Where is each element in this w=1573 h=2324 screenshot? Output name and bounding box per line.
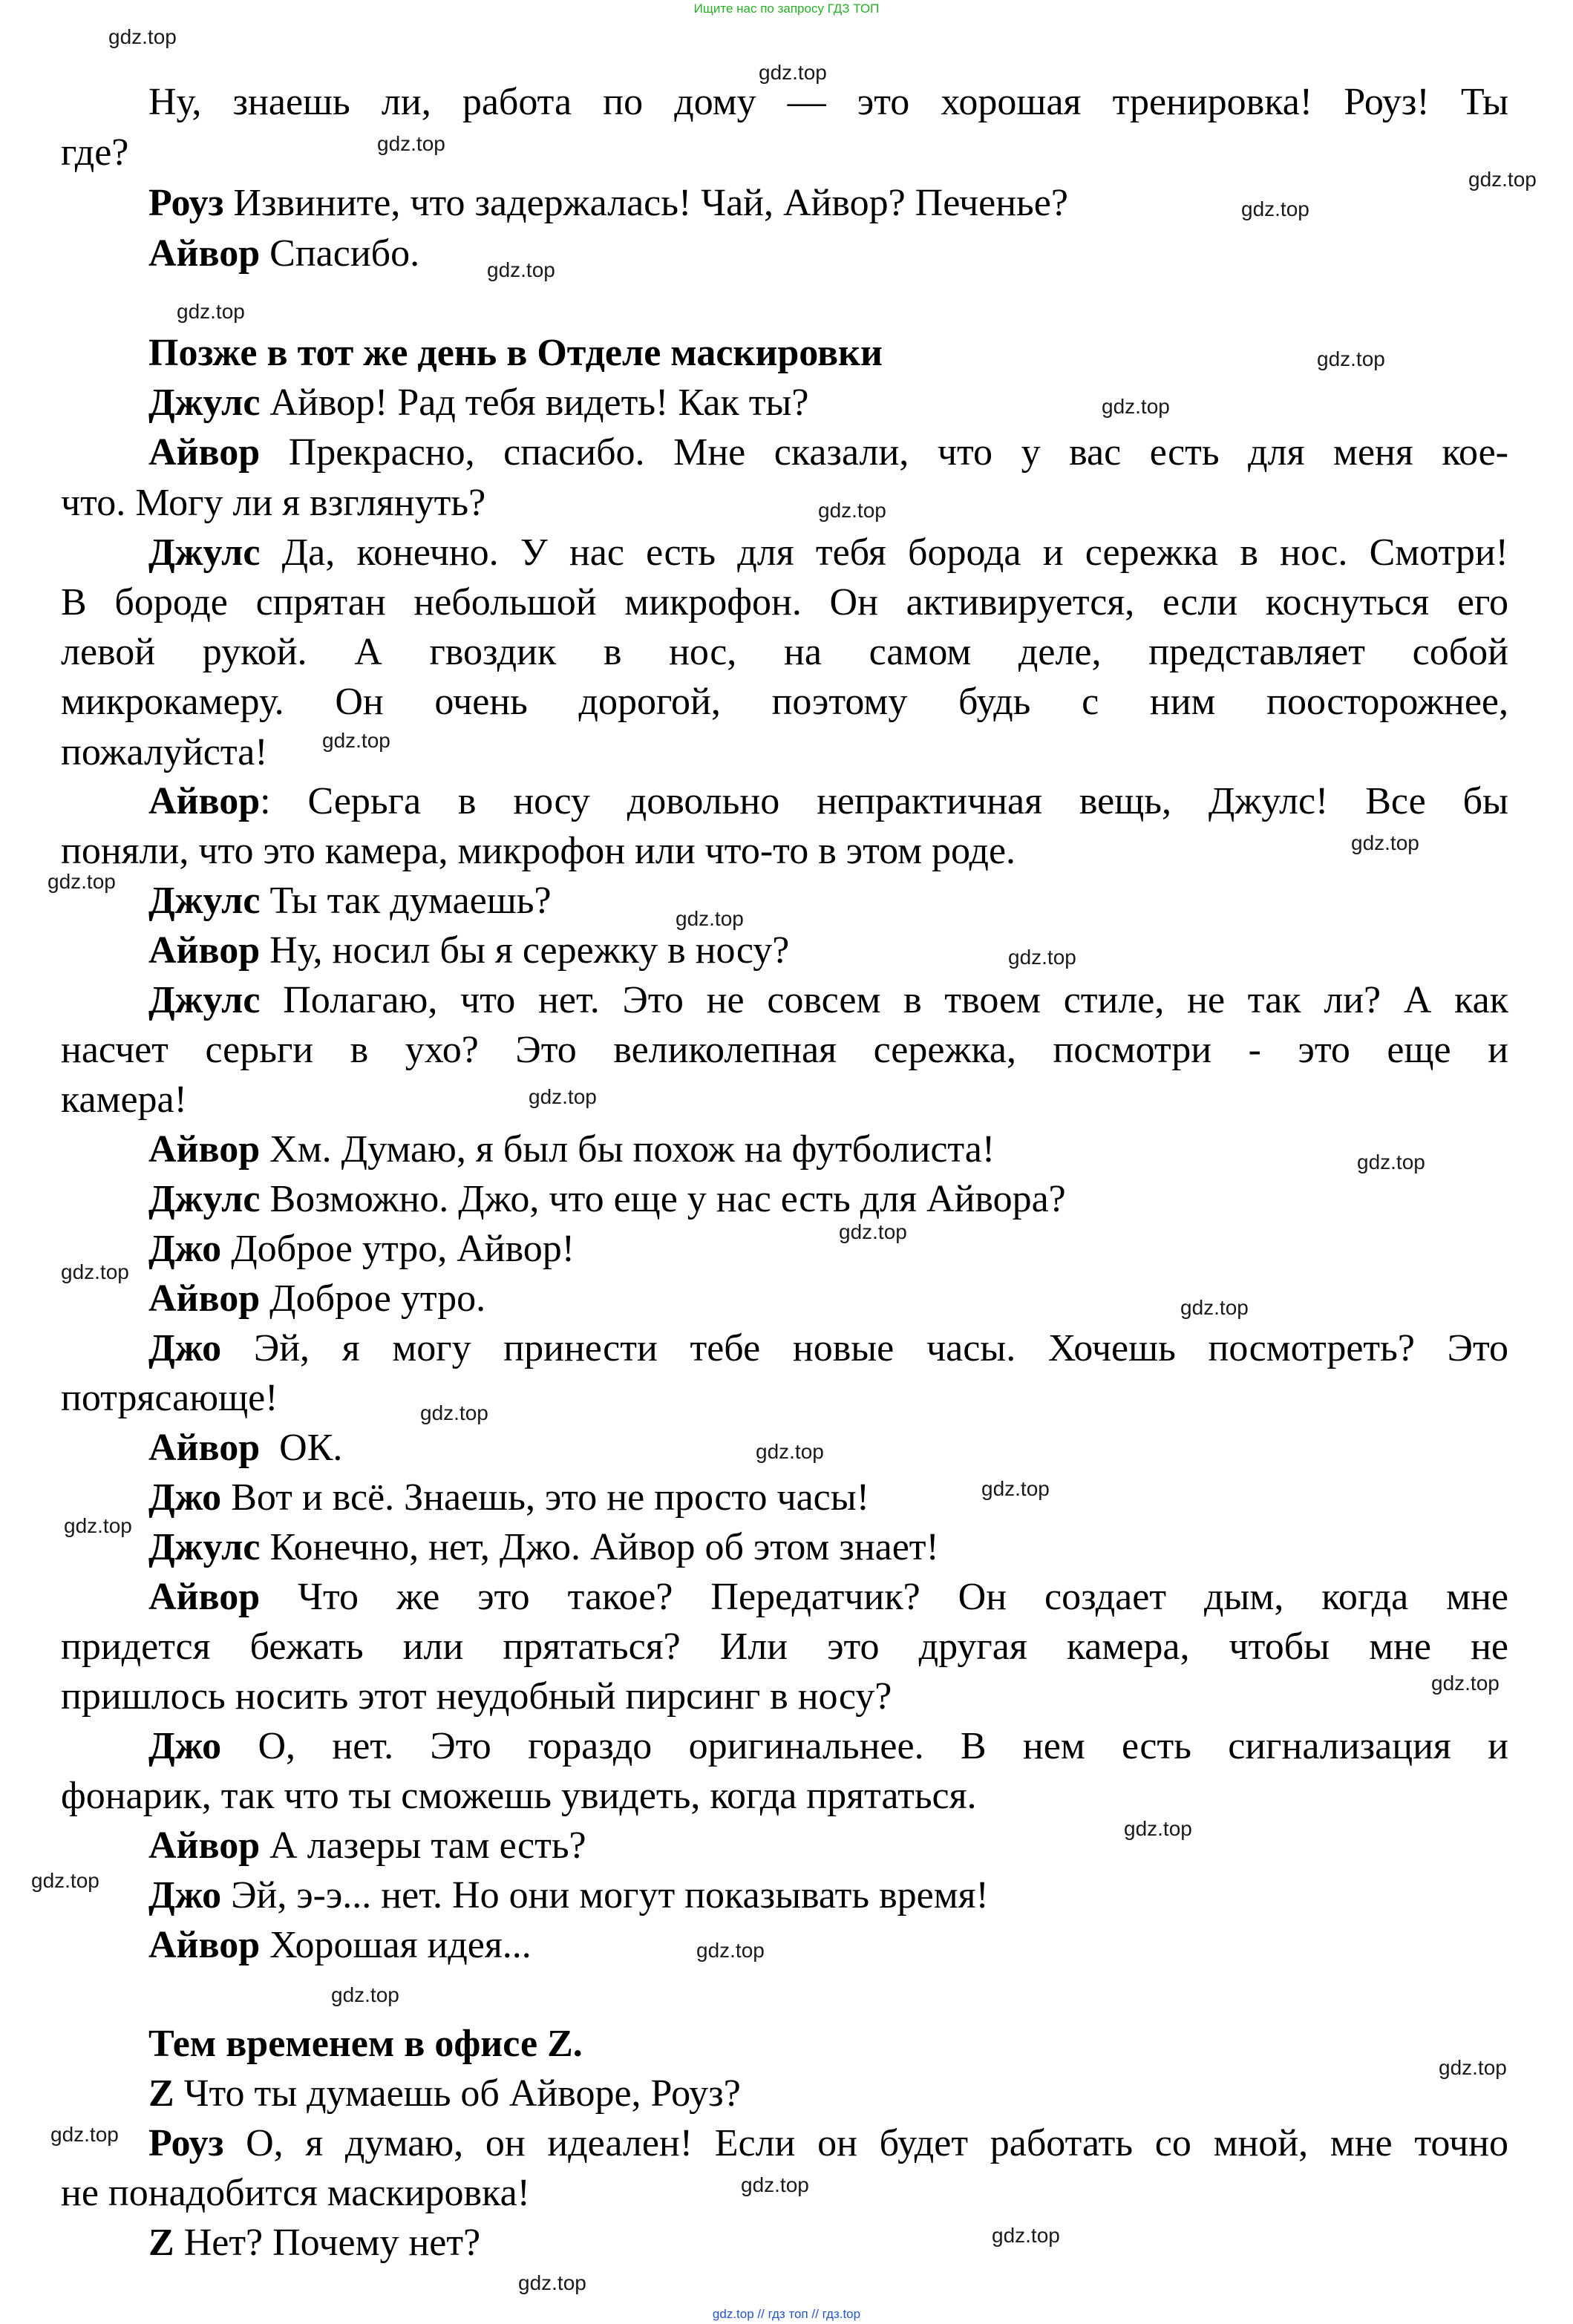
- watermark-text: gdz.top: [487, 258, 555, 281]
- scene-heading: Позже в тот же день в Отделе маскировки: [148, 332, 883, 374]
- speaker-name: Айвор: [148, 1277, 261, 1320]
- dialogue-line: Z Нет? Почему нет?: [148, 2222, 481, 2264]
- dialogue-line: Джо О, нет. Это гораздо оригинальнее. В нем есть сигнализация и: [148, 1725, 1508, 1767]
- watermark-text: gdz.top: [61, 1260, 129, 1283]
- dialogue-line: поняли, что это камера, микрофон или что-то в этом роде.: [61, 830, 1016, 872]
- speaker-name: Джулс: [148, 1526, 261, 1568]
- speaker-name: Айвор: [148, 431, 261, 474]
- dialogue-line: пожалуйста!: [61, 731, 268, 773]
- dialogue-line: придется бежать или прятаться? Или это другая камера, чтобы мне не: [61, 1626, 1508, 1668]
- speaker-name: Джо: [148, 1874, 222, 1917]
- watermark-text: gdz.top: [322, 729, 390, 752]
- watermark-text: gdz.top: [1008, 946, 1076, 969]
- dialogue-line: Джо Эй, я могу принести тебе новые часы. Хочешь посмотреть? Это: [148, 1327, 1508, 1369]
- dialogue-line: Айвор Спасибо.: [148, 232, 420, 275]
- speaker-name: Джулс: [148, 1178, 261, 1220]
- dialogue-line: Z Что ты думаешь об Айворе, Роуз?: [148, 2072, 741, 2115]
- dialogue-line: где?: [61, 131, 129, 174]
- speaker-name: Джо: [148, 1725, 222, 1767]
- footer-links[interactable]: gdz.top // гдз топ // гдз.top: [712, 2307, 861, 2321]
- dialogue-line: Джулс Да, конечно. У нас есть для тебя борода и сережка в нос. Смотри!: [148, 531, 1508, 574]
- speaker-name: Джо: [148, 1228, 222, 1270]
- watermark-text: gdz.top: [50, 2123, 119, 2146]
- dialogue-line: Айвор Что же это такое? Передатчик? Он создает дым, когда мне: [148, 1576, 1508, 1618]
- dialogue-line: Джо Вот и всё. Знаешь, это не просто часы!: [148, 1476, 870, 1519]
- watermark-text: gdz.top: [177, 300, 245, 323]
- speaker-name: Роуз: [148, 182, 224, 224]
- watermark-text: gdz.top: [377, 132, 445, 155]
- speaker-name: Джулс: [148, 531, 261, 574]
- dialogue-line: Роуз О, я думаю, он идеален! Если он будет работать со мной, мне точно: [148, 2122, 1508, 2164]
- watermark-text: gdz.top: [518, 2271, 586, 2294]
- speaker-name: Z: [148, 2222, 174, 2264]
- watermark-text: gdz.top: [676, 907, 744, 930]
- dialogue-line: Джулс Айвор! Рад тебя видеть! Как ты?: [148, 382, 809, 424]
- watermark-text: gdz.top: [331, 1983, 399, 2006]
- watermark-text: gdz.top: [48, 870, 116, 893]
- dialogue-line: левой рукой. А гвоздик в нос, на самом деле, представляет собой: [61, 631, 1508, 673]
- dialogue-line: микрокамеру. Он очень дорогой, поэтому будь с ним поосторожнее,: [61, 681, 1508, 723]
- search-promo-banner: Ищите нас по запросу ГДЗ ТОП: [693, 1, 880, 16]
- dialogue-line: В бороде спрятан небольшой микрофон. Он активируется, если коснуться его: [61, 581, 1508, 623]
- dialogue-line: Джо Доброе утро, Айвор!: [148, 1228, 575, 1270]
- dialogue-line: не понадобится маскировка!: [61, 2172, 530, 2214]
- watermark-text: gdz.top: [1102, 395, 1170, 418]
- watermark-text: gdz.top: [992, 2224, 1060, 2247]
- watermark-text: gdz.top: [1468, 168, 1537, 191]
- speaker-name: Роуз: [148, 2122, 224, 2164]
- speaker-name: Z: [148, 2072, 174, 2115]
- speaker-name: Айвор: [148, 1824, 261, 1867]
- watermark-text: gdz.top: [839, 1220, 907, 1243]
- watermark-text: gdz.top: [756, 1440, 824, 1463]
- speaker-name: Айвор: [148, 929, 261, 972]
- speaker-name: Джулс: [148, 979, 261, 1021]
- speaker-name: Айвор: [148, 1128, 261, 1171]
- watermark-text: gdz.top: [108, 25, 177, 48]
- watermark-text: gdz.top: [696, 1939, 765, 1962]
- watermark-text: gdz.top: [31, 1869, 99, 1892]
- dialogue-line: Айвор Хорошая идея...: [148, 1924, 532, 1966]
- dialogue-line: насчет серьги в ухо? Это великолепная сережка, посмотри - это еще и: [61, 1029, 1508, 1071]
- watermark-text: gdz.top: [1431, 1672, 1500, 1695]
- dialogue-line: что. Могу ли я взглянуть?: [61, 482, 486, 524]
- speaker-name: Айвор: [148, 1576, 261, 1618]
- dialogue-line: камера!: [61, 1078, 187, 1121]
- watermark-text: gdz.top: [759, 61, 827, 84]
- dialogue-line: Джулс Полагаю, что нет. Это не совсем в твоем стиле, не так ли? А как: [148, 979, 1508, 1021]
- dialogue-line: Ну, знаешь ли, работа по дому — это хорошая тренировка! Роуз! Ты: [148, 81, 1508, 123]
- watermark-text: gdz.top: [818, 499, 886, 522]
- speaker-name: Айвор: [148, 232, 261, 275]
- watermark-text: gdz.top: [1241, 197, 1309, 220]
- watermark-text: gdz.top: [1180, 1296, 1249, 1319]
- dialogue-line: Айвор ОК.: [148, 1427, 343, 1469]
- watermark-text: gdz.top: [420, 1401, 488, 1424]
- dialogue-line: Айвор Ну, носил бы я сережку в носу?: [148, 929, 790, 972]
- watermark-text: gdz.top: [1439, 2056, 1507, 2079]
- dialogue-line: Айвор: Серьга в носу довольно непрактичная вещь, Джулс! Все бы: [148, 780, 1508, 822]
- speaker-name: Айвор: [148, 1427, 261, 1469]
- dialogue-line: пришлось носить этот неудобный пирсинг в носу?: [61, 1675, 892, 1718]
- watermark-text: gdz.top: [1124, 1817, 1192, 1840]
- speaker-name: Айвор: [148, 780, 261, 822]
- dialogue-line: Джулс Конечно, нет, Джо. Айвор об этом знает!: [148, 1526, 939, 1568]
- dialogue-line: Айвор Доброе утро.: [148, 1277, 486, 1320]
- dialogue-line: Джулс Ты так думаешь?: [148, 880, 552, 922]
- dialogue-line: Айвор Прекрасно, спасибо. Мне сказали, что у вас есть для меня кое-: [148, 431, 1508, 474]
- watermark-text: gdz.top: [1357, 1150, 1425, 1174]
- speaker-name: Джо: [148, 1327, 222, 1369]
- speaker-name: Айвор: [148, 1924, 261, 1966]
- watermark-text: gdz.top: [1351, 831, 1419, 854]
- dialogue-line: Айвор А лазеры там есть?: [148, 1824, 586, 1867]
- watermark-text: gdz.top: [529, 1085, 597, 1108]
- speaker-name: Джо: [148, 1476, 222, 1519]
- watermark-text: gdz.top: [741, 2173, 809, 2196]
- dialogue-line: Роуз Извините, что задержалась! Чай, Айвор? Печенье?: [148, 182, 1068, 224]
- dialogue-line: фонарик, так что ты сможешь увидеть, когда прятаться.: [61, 1775, 977, 1817]
- watermark-text: gdz.top: [64, 1514, 132, 1537]
- dialogue-line: Айвор Хм. Думаю, я был бы похож на футболиста!: [148, 1128, 995, 1171]
- speaker-name: Джулс: [148, 880, 261, 922]
- speaker-name: Джулс: [148, 382, 261, 424]
- scene-heading: Тем временем в офисе Z.: [148, 2023, 583, 2065]
- watermark-text: gdz.top: [1317, 347, 1385, 370]
- watermark-text: gdz.top: [981, 1477, 1050, 1500]
- dialogue-line: Джулс Возможно. Джо, что еще у нас есть для Айвора?: [148, 1178, 1066, 1220]
- dialogue-line: потрясающе!: [61, 1377, 278, 1419]
- dialogue-line: Джо Эй, э-э... нет. Но они могут показывать время!: [148, 1874, 989, 1917]
